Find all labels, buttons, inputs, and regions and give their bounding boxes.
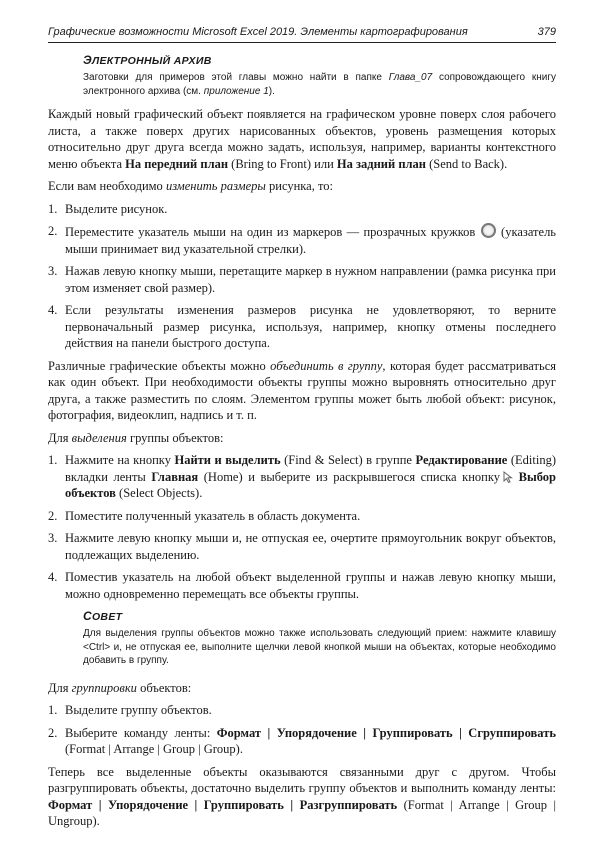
archive-note-title bbox=[83, 54, 556, 68]
paragraph-resize-intro: Если вам необходимо изменить размеры рисунка, то: bbox=[48, 179, 333, 193]
list-item: 4. Если результаты изменения размеров рисунка не удовлетворяют, то верните первоначальный размер рисунка, используя, например, кнопку отмены последнего действия на панели быстрого доступа. bbox=[48, 303, 556, 350]
page-content bbox=[48, 54, 556, 830]
paragraph-grouping-intro: Для группировки объектов: bbox=[48, 680, 192, 695]
archive-title-rest: ЛЕКТРОННЫЙ АРХИВ bbox=[91, 55, 212, 67]
list-item: 4. Поместив указатель на любой объект выделенной группы и нажав левую кнопку мыши, можно одновременно перемещать все объекты группы. bbox=[48, 570, 556, 601]
appendix-ref: приложение 1 bbox=[203, 85, 269, 97]
paragraph-select-intro: Для выделения группы объектов: bbox=[48, 430, 224, 445]
select-objects-cursor-icon bbox=[503, 471, 513, 483]
ribbon-command-group: Формат | Упорядочение | Группировать | Сгруппировать bbox=[216, 725, 556, 740]
list-item: 3. Нажав левую кнопку мыши, перетащите маркер в нужном направлении (рамка рисунка при этом изменяет свой размер). bbox=[48, 264, 556, 295]
header-title: Графические возможности Microsoft Excel 2019. Элементы картографирования bbox=[48, 26, 468, 38]
list-item: 2. Переместите указатель мыши на один из маркеров — прозрачных кружков (указатель мыши принимает вид указательной стрелки). bbox=[48, 224, 557, 256]
list-item: 1. Выделите рисунок. bbox=[48, 201, 168, 216]
paragraph-group-intro: Различные графические объекты можно объединить в группу, которая будет рассматриваться как один объект. При необходимости объекты группы можно выровнять относительно друг друга, а также разместить по слоям. Элементом группы может быть любой объект: рисунок, фотография, видеоклип, надпись и т. п. bbox=[48, 358, 556, 422]
group-steps-list bbox=[48, 702, 556, 758]
resize-handle-icon bbox=[481, 223, 496, 238]
archive-note-text: Заготовки для примеров этой главы можно найти в папке Глава_07 сопровождающего книгу электронного архива (см. приложение 1). bbox=[83, 72, 556, 97]
select-steps-list bbox=[48, 452, 556, 602]
page-number: 379 bbox=[537, 26, 556, 38]
tip-note-title: СОВЕТ bbox=[83, 609, 123, 623]
menu-bring-front: На передний план bbox=[125, 156, 229, 171]
folder-name: Глава_07 bbox=[388, 72, 433, 83]
list-item: 2. Выберите команду ленты: Формат | Упорядочение | Группировать | Сгруппировать (Format | Arrange | Group | Group). bbox=[48, 725, 556, 756]
ribbon-command-ungroup: Формат | Упорядочение | Группировать | Разгруппировать bbox=[48, 797, 398, 812]
running-header bbox=[48, 25, 556, 43]
list-item: 1. Нажмите на кнопку Найти и выделить (Find & Select) в группе Редактирование (Editing) вкладки ленты Главная (Home) и выберите из раскрывшегося списка кнопку Выбор объектов (Select Objects). bbox=[48, 453, 556, 500]
tip-note bbox=[83, 610, 556, 668]
resize-steps-list bbox=[48, 201, 556, 352]
list-item: 2. Поместите полученный указатель в область документа. bbox=[48, 508, 361, 523]
paragraph-ungroup: Теперь все выделенные объекты оказываются связанными друг с другом. Чтобы разгруппировать объекты, достаточно выделить группу объектов и выполнить команду ленты: Формат | Упорядочение | Группировать | Разгруппировать (Format | Arrange | Group | Ungroup). bbox=[48, 764, 556, 828]
list-item: 1. Выделите группу объектов. bbox=[48, 703, 212, 717]
menu-send-back: На задний план bbox=[336, 156, 426, 171]
archive-title-initial: Э bbox=[83, 53, 92, 67]
list-item: 3. Нажмите левую кнопку мыши и, не отпуская ее, очертите прямоугольник вокруг объектов, подлежащих выделению. bbox=[48, 531, 556, 562]
archive-note bbox=[83, 54, 556, 98]
tip-note-text: Для выделения группы объектов можно также использовать следующий прием: нажмите клавишу <Ctrl> и, не отпуская ее, выполните щелчки левой кнопкой мыши на объектах, которые необходимо добавить в группу. bbox=[83, 628, 556, 666]
paragraph-layers: Каждый новый графический объект появляется на графическом уровне поверх слоя рабочего листа, а также поверх других нарисованных объектов, уровень размещения которых относительно друг друга всегда можно задать, используя, например, варианты контекстного меню объекта На передний план (Bring to Front) или На задний план (Send to Back). bbox=[48, 107, 556, 171]
